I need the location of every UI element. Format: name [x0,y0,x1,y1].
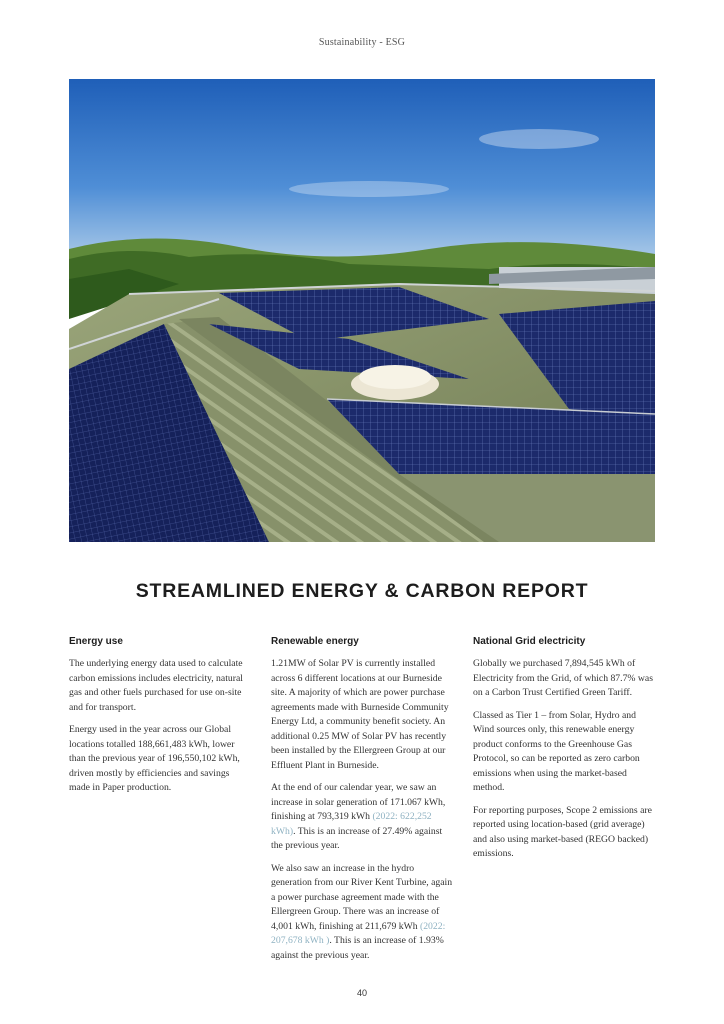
energy-use-paragraph-1: The underlying energy data used to calculate carbon emissions includes electricity, natural gas and other fuels purchased for use on-site and for transport. [69,658,243,713]
solar-panel-photo [69,79,655,542]
renewable-energy-heading: Renewable energy [271,636,359,647]
page-number: 40 [356,988,367,998]
national-grid-paragraph-3: For reporting purposes, Scope 2 emissions are reported using location-based (grid average) and also using market-based (REGO backed) emissions. [473,804,652,859]
report-title: STREAMLINED ENERGY & CARBON REPORT [135,580,589,602]
hydro-2022-figure: (2022: 207,678 kWh ) [271,920,446,946]
hydro-text-start: We also saw an increase in the hydro generation from our River Kent Turbine, again a power purchase agreement made with the Ellergreen Group. There was an increase of 4,001 kWh, finishing at 211,679 kWh [271,862,453,932]
energy-use-paragraph-2: Energy used in the year across our Global locations totalled 188,661,483 kWh, lower than the previous year of 196,550,102 kWh, driven mostly by efficiencies and savings made in Paper production. [69,724,240,793]
renewable-energy-paragraph-1: 1.21MW of Solar PV is currently installed across 6 different locations at our Burneside site. A majority of which are power purchase agreements made with Burneside Community Energy Ltd, a community benefit society. An additional 0.25 MW of Solar PV has recently been installed by the Ellergreen Group at our Effluent Plant in Burneside. [271,658,449,771]
column-renewable-energy [271,636,454,971]
renewable-energy-paragraph-3 [271,862,454,964]
renewable-energy-paragraph-2 [271,781,454,854]
section-header: Sustainability - ESG [318,37,406,48]
column-energy-use [69,636,252,804]
national-grid-paragraph-1: Globally we purchased 7,894,545 kWh of Electricity from the Grid, of which 87.7% was on a Carbon Trust Certified Green Tariff. [473,658,653,698]
solar-text-start: At the end of our calendar year, we saw an increase in solar generation of 171.067 kWh, finishing at 793,319 kWh [271,782,446,822]
national-grid-paragraph-2: Classed as Tier 1 – from Solar, Hydro and Wind sources only, this renewable energy product conforms to the Greenhouse Gas Protocol, so can be reported as zero carbon emissions when using the market-based method. [473,709,640,793]
solar-2022-figure: (2022: 622,252 kWh) [271,811,432,837]
hydro-text-end: . This is an increase of 1.93% against the previous year. [271,935,444,961]
solar-text-end: . This is an increase of 27.49% against the previous year. [271,825,443,851]
column-national-grid [473,636,656,870]
energy-use-heading: Energy use [69,636,123,647]
national-grid-heading: National Grid electricity [473,636,586,647]
